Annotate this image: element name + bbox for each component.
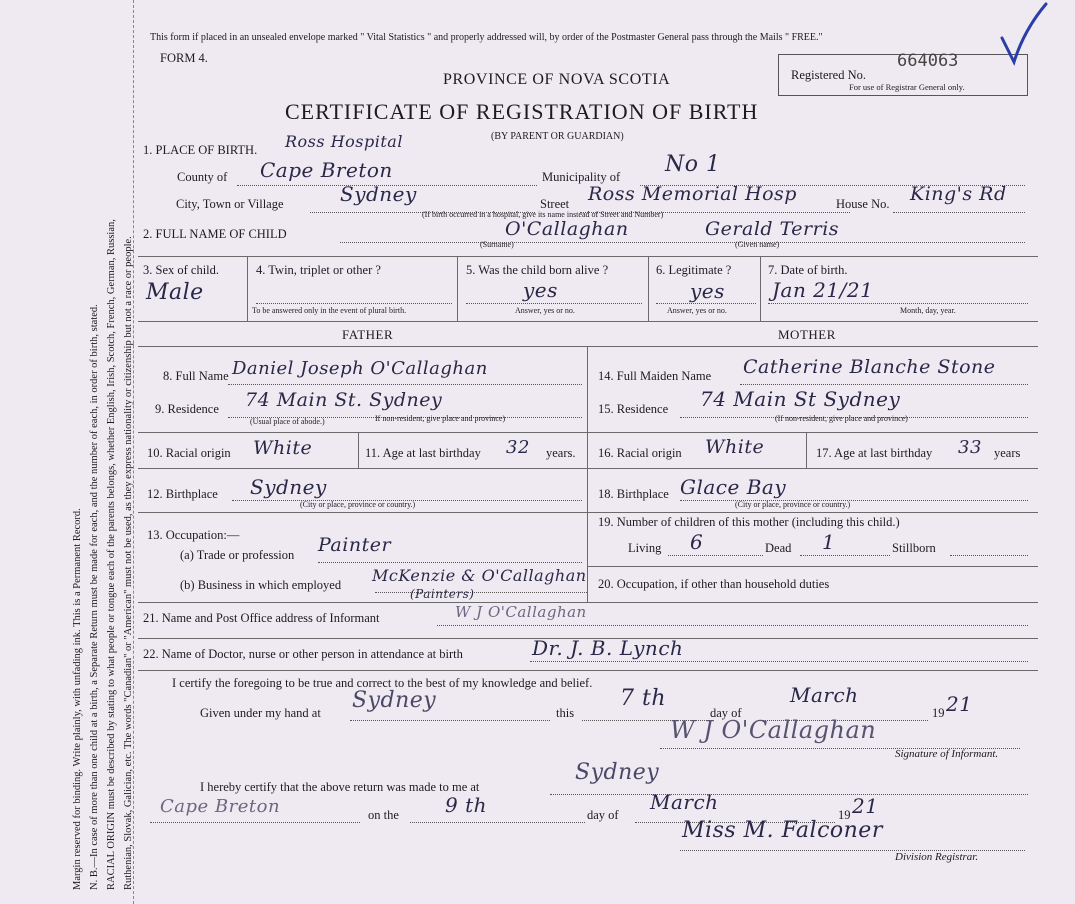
child-given-value: Gerald Terris <box>705 218 840 240</box>
dead-label: Dead <box>765 541 792 555</box>
father-race-value: White <box>253 437 313 459</box>
page-subtitle: (BY PARENT OR GUARDIAN) <box>491 131 624 142</box>
certify-place-value: Sydney <box>352 688 437 713</box>
business-label: (b) Business in which employed <box>180 578 342 592</box>
father-residence-note: If non-resident, give place and province) <box>375 414 506 423</box>
mother-age-value: 33 <box>958 437 982 458</box>
mother-birthplace-note: (City or place, province or country.) <box>735 500 851 509</box>
given-note: (Given name) <box>735 240 780 249</box>
page-title: CERTIFICATE OF REGISTRATION OF BIRTH <box>285 99 759 124</box>
mail-notice: This form if placed in an unsealed envelope marked " Vital Statistics " and properly addressed will, by order of the Postmaster General pass through the Mails " FREE." <box>150 32 823 43</box>
date-of-birth-value: Jan 21/21 <box>772 278 874 302</box>
business-value-painters: (Painters) <box>410 587 475 601</box>
child-surname-value: O'Callaghan <box>505 218 629 240</box>
registrar-month-value: March <box>650 790 719 814</box>
children-count-label: 19. Number of children of this mother (including this child.) <box>598 515 900 529</box>
check-mark-icon <box>996 0 1052 70</box>
place-of-birth-value: Ross Hospital <box>285 132 403 151</box>
trade-label: (a) Trade or profession <box>180 548 295 562</box>
margin-line-1: Margin reserved for binding. Write plainly, with unfading ink. This is a Permanent Record. <box>72 508 83 890</box>
binding-margin-line <box>133 0 134 904</box>
mother-name-value: Catherine Blanche Stone <box>743 356 996 378</box>
mother-birthplace-label: 18. Birthplace <box>598 487 669 501</box>
registrar-year-prefix: 19 <box>838 808 851 822</box>
twin-label: 4. Twin, triplet or other ? <box>256 263 381 277</box>
business-value: McKenzie & O'Callaghan <box>372 566 587 585</box>
father-name-label: 8. Full Name <box>163 369 229 383</box>
hospital-note: (If birth occurred in a hospital, give its name instead of Street and Number) <box>422 210 664 219</box>
legitimate-note: Answer, yes or no. <box>667 306 727 315</box>
father-birthplace-note: (City or place, province or country.) <box>300 500 416 509</box>
living-value: 6 <box>690 530 704 554</box>
informant-value: W J O'Callaghan <box>455 603 587 621</box>
mother-heading: MOTHER <box>778 327 836 342</box>
father-residence-value: 74 Main St. Sydney <box>245 389 443 411</box>
mother-name-label: 14. Full Maiden Name <box>598 369 712 383</box>
father-residence-note-abode: (Usual place of abode.) <box>250 417 325 426</box>
margin-instructions <box>0 0 134 904</box>
mother-race-value: White <box>705 436 765 458</box>
father-age-label: 11. Age at last birthday <box>365 446 481 460</box>
dead-value: 1 <box>822 530 836 554</box>
father-name-value: Daniel Joseph O'Callaghan <box>232 358 488 379</box>
date-of-birth-label: 7. Date of birth. <box>768 263 848 277</box>
mother-years-label: years <box>994 446 1021 460</box>
registered-number: 664063 <box>897 51 959 71</box>
province-heading: PROVINCE OF NOVA SCOTIA <box>443 71 671 88</box>
registrar-day-value: 9 th <box>445 793 487 817</box>
certify-year-value: 21 <box>946 692 973 716</box>
alive-label: 5. Was the child born alive ? <box>466 263 609 277</box>
doctor-value: Dr. J. B. Lynch <box>532 636 684 660</box>
form-number: FORM 4. <box>160 51 208 65</box>
registrar-year-value: 21 <box>852 794 879 818</box>
county-value: Cape Breton <box>260 158 393 182</box>
father-birthplace-value: Sydney <box>250 475 327 499</box>
registrar-statement: I hereby certify that the above return was made to me at <box>200 780 480 794</box>
doctor-label: 22. Name of Doctor, nurse or other person in attendance at birth <box>143 647 463 661</box>
informant-signature: W J O'Callaghan <box>670 716 877 744</box>
mother-occupation-label: 20. Occupation, if other than household duties <box>598 577 830 591</box>
certify-year-prefix: 19 <box>932 706 945 720</box>
city-value: Sydney <box>340 182 417 206</box>
this-label: this <box>556 706 575 720</box>
street-label: Street <box>540 197 570 211</box>
street-value: Ross Memorial Hosp <box>588 183 797 205</box>
mother-birthplace-value: Glace Bay <box>680 475 787 499</box>
father-residence-label: 9. Residence <box>155 402 219 416</box>
certify-day-value: 7 th <box>620 686 666 711</box>
occupation-label: 13. Occupation:— <box>147 528 240 542</box>
registrar-dayof-label: day of <box>587 808 619 822</box>
father-age-value: 32 <box>506 437 530 458</box>
division-registrar-label: Division Registrar. <box>895 851 979 863</box>
registered-note: For use of Registrar General only. <box>849 82 965 92</box>
county-label: County of <box>177 170 228 184</box>
sex-value: Male <box>146 280 204 305</box>
living-label: Living <box>628 541 662 555</box>
mother-residence-label: 15. Residence <box>598 402 669 416</box>
child-name-label: 2. FULL NAME OF CHILD <box>143 227 287 241</box>
house-value: King's Rd <box>910 183 1007 205</box>
registrar-place-value: Sydney <box>575 760 660 785</box>
place-of-birth-label: 1. PLACE OF BIRTH. <box>143 143 258 157</box>
certify-dayof-label: day of <box>710 706 742 720</box>
certify-month-value: March <box>790 683 859 707</box>
legitimate-value: yes <box>690 279 725 303</box>
alive-value: yes <box>523 278 558 302</box>
trade-value: Painter <box>318 534 392 556</box>
municipality-value: No 1 <box>665 152 721 177</box>
date-of-birth-note: Month, day, year. <box>900 306 956 315</box>
registration-box <box>778 51 1028 96</box>
house-label: House No. <box>836 197 890 211</box>
informant-label: 21. Name and Post Office address of Informant <box>143 611 380 625</box>
alive-note: Answer, yes or no. <box>515 306 575 315</box>
twin-note: To be answered only in the event of plural birth. <box>252 306 407 315</box>
certify-statement: I certify the foregoing to be true and correct to the best of my knowledge and belief. <box>172 676 593 690</box>
father-years-label: years. <box>546 446 576 460</box>
mother-residence-value: 74 Main St Sydney <box>700 387 901 411</box>
mother-residence-note: (If non-resident, give place and province) <box>775 414 908 423</box>
informant-signature-label: Signature of Informant. <box>895 748 999 760</box>
stillborn-label: Stillborn <box>892 541 936 555</box>
mother-age-label: 17. Age at last birthday <box>816 446 933 460</box>
mother-race-label: 16. Racial origin <box>598 446 682 460</box>
municipality-label: Municipality of <box>542 170 621 184</box>
father-race-label: 10. Racial origin <box>147 446 231 460</box>
margin-line-2: N. B.—In case of more than one child at a birth, a Separate Return must be made for each, and the number of each, in order of birth, stated. <box>89 304 100 890</box>
given-under-hand-label: Given under my hand at <box>200 706 321 720</box>
margin-line-4: Ruthenian, Slovak, Galician, etc. The words "Canadian" or "American" must not be used, as they express nationality or citizenship but not a race or people. <box>123 236 134 890</box>
father-heading: FATHER <box>342 327 394 342</box>
registrar-signature: Miss M. Falconer <box>682 818 883 843</box>
registered-label: Registered No. <box>791 68 866 82</box>
city-label: City, Town or Village <box>176 197 284 211</box>
sex-label: 3. Sex of child. <box>143 263 220 277</box>
margin-line-3: RACIAL ORIGIN must be described by stating to what people or tongue each of the parents belongs, whether English, Irish, Scotch, French, German, Russian, <box>106 219 117 890</box>
surname-note: (Surname) <box>480 240 514 249</box>
on-the-label: on the <box>368 808 399 822</box>
father-birthplace-label: 12. Birthplace <box>147 487 218 501</box>
legitimate-label: 6. Legitimate ? <box>656 263 732 277</box>
registrar-county-value: Cape Breton <box>160 796 281 817</box>
